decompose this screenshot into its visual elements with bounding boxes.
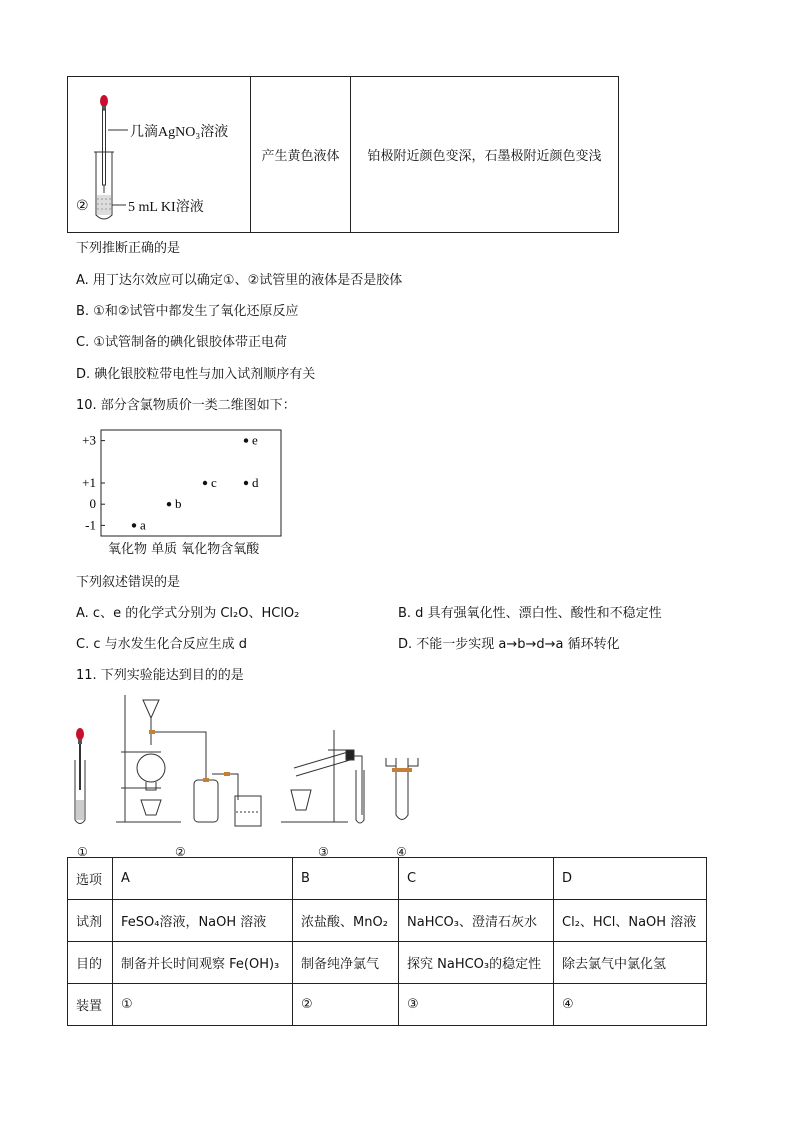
table-cell: 探究 NaHCO₃的稳定性 (399, 942, 554, 984)
y-tick-label: -1 (85, 517, 96, 533)
q10-option-d: D. 不能一步实现 a→b→d→a 循环转化 (398, 637, 620, 652)
q9-option-a: A. 用丁达尔效应可以确定①、②试管里的液体是否是胶体 (76, 273, 403, 288)
apparatus-label-3: ③ (318, 845, 329, 859)
q10-option-b: B. d 具有强氧化性、漂白性、酸性和不稳定性 (398, 606, 662, 621)
data-point-d (244, 481, 248, 485)
table-cell: ③ (399, 984, 554, 1026)
point-label-e: e (252, 432, 258, 448)
table-cell: A (113, 858, 293, 900)
table-cell: 选项 (68, 858, 113, 900)
apparatus-3 (281, 730, 364, 823)
experiment-table (67, 76, 619, 233)
point-label-b: b (175, 496, 182, 512)
apparatus-cell (68, 77, 251, 233)
data-point-b (167, 502, 171, 506)
y-tick-label: 0 (89, 496, 96, 512)
table-cell: NaHCO₃、澄清石灰水 (399, 900, 554, 942)
table-cell: ① (113, 984, 293, 1026)
table-row (68, 984, 707, 1026)
data-point-e (244, 438, 248, 442)
table-row (68, 858, 707, 900)
apparatus-4 (386, 758, 418, 820)
table-cell: 制备并长时间观察 Fe(OH)₃ (113, 942, 293, 984)
label-ki: 5 mL KI溶液 (128, 200, 204, 215)
apparatus-label-1: ① (77, 845, 88, 859)
label-agno3: 几滴AgNO₃溶液 (130, 125, 229, 140)
table-cell: 试剂 (68, 900, 113, 942)
table-row (68, 900, 707, 942)
point-label-d: d (252, 475, 259, 490)
point-label-c: c (211, 475, 217, 490)
q10-stem: 10. 部分含氯物质价一类二维图如下： (76, 398, 296, 413)
phenomenon-cell: 产生黄色液体 (251, 77, 351, 233)
q11-options-table (67, 857, 707, 1026)
apparatus-2 (116, 695, 261, 826)
q10-stem2: 下列叙述错误的是 (76, 575, 181, 590)
table-cell: 制备纯净氯气 (293, 942, 399, 984)
table-cell: D (554, 858, 707, 900)
table-cell: 除去氯气中氯化氢 (554, 942, 707, 984)
table-cell: 目的 (68, 942, 113, 984)
data-point-a (132, 523, 136, 527)
q9-option-d: D. 碘化银胶粒带电性与加入试剂顺序有关 (76, 367, 316, 382)
table-cell: ② (293, 984, 399, 1026)
q9-stem: 下列推断正确的是 (76, 241, 181, 256)
chart-x-axis-labels: 氧化物 单质 氧化物含氧酸 (108, 542, 260, 557)
electrode-cell: 铂极附近颜色变深，石墨极附近颜色变浅 (351, 77, 619, 233)
data-point-c (203, 481, 207, 485)
table-cell: FeSO₄溶液，NaOH 溶液 (113, 900, 293, 942)
q11-stem: 11. 下列实验能达到目的的是 (76, 668, 244, 683)
apparatus-figure (66, 690, 436, 840)
table-cell: Cl₂、HCl、NaOH 溶液 (554, 900, 707, 942)
apparatus-label-4: ④ (396, 845, 407, 859)
y-tick-label: +3 (82, 432, 96, 448)
apparatus-label-2: ② (175, 845, 186, 859)
q9-option-c: C. ①试管制备的碘化银胶体带正电荷 (76, 335, 287, 350)
tube-number: ② (76, 198, 89, 214)
table-row (68, 942, 707, 984)
q10-option-a: A. c、e 的化学式分别为 Cl₂O、HClO₂ (76, 606, 300, 621)
table-cell: B (293, 858, 399, 900)
table-cell: 浓盐酸、MnO₂ (293, 900, 399, 942)
table-cell: 装置 (68, 984, 113, 1026)
table-cell: C (399, 858, 554, 900)
apparatus-1 (75, 728, 85, 824)
q9-option-b: B. ①和②试管中都发生了氧化还原反应 (76, 304, 299, 319)
point-label-a: a (140, 517, 146, 533)
q10-option-c: C. c 与水发生化合反应生成 d (76, 637, 248, 652)
table-cell: ④ (554, 984, 707, 1026)
y-tick-label: +1 (82, 475, 96, 490)
